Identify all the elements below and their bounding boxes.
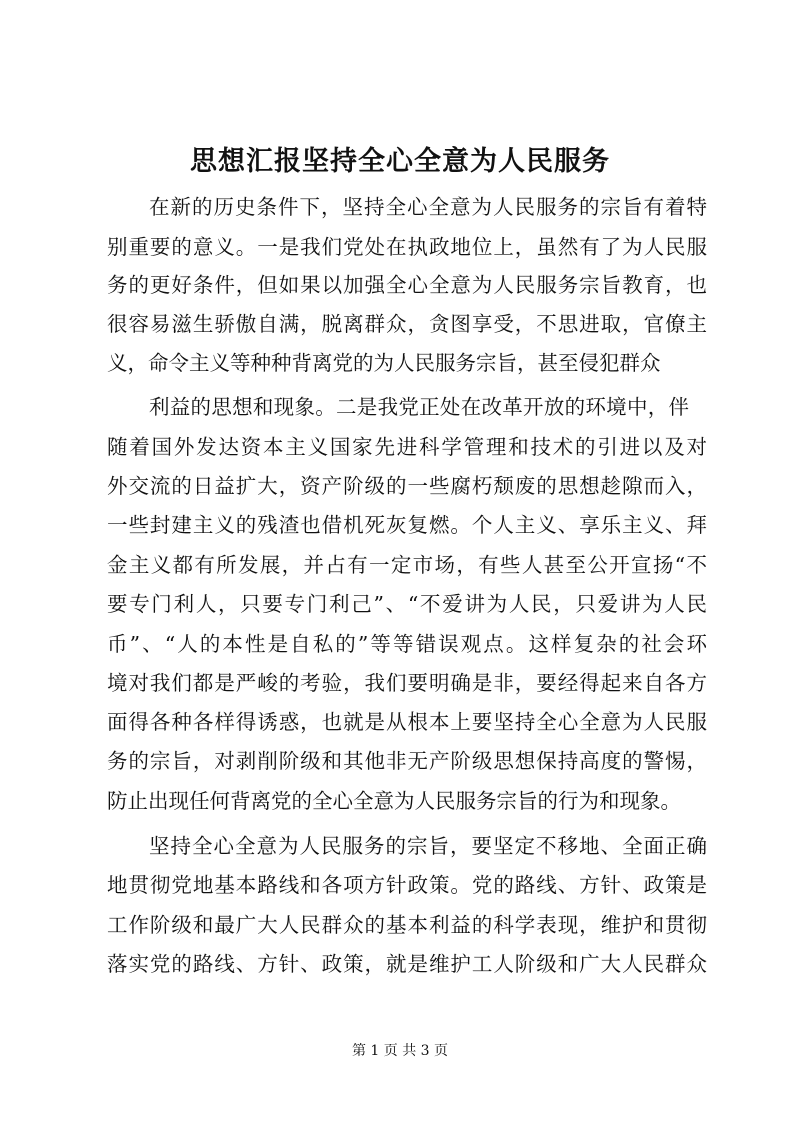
document-title: 思想汇报坚持全心全意为人民服务: [190, 146, 610, 177]
paragraph-line: 地贯彻党地基本路线和各项方针政策。党的路线、方针、政策是: [107, 873, 707, 897]
paragraph-line: 义，命令主义等种种背离党的为人民服务宗旨，甚至侵犯群众: [107, 351, 661, 375]
paragraph-line: 别重要的意义。一是我们党处在执政地位上，虽然有了为人民服: [107, 235, 707, 259]
paragraph-line: 落实党的路线、方针、政策，就是维护工人阶级和广大人民群众: [107, 952, 707, 976]
paragraph-line: 币”、“人的本性是自私的”等等错误观点。这样复杂的社会环: [107, 632, 707, 656]
paragraph-line: 务的更好条件，但如果以加强全心全意为人民服务宗旨教育，也: [107, 273, 707, 297]
paragraph-line: 防止出现任何背离党的全心全意为人民服务宗旨的行为和现象。: [107, 789, 681, 813]
paragraph-line: 利益的思想和现象。二是我党正处在改革开放的环境中，伴: [149, 395, 689, 419]
paragraph-line: 务的宗旨，对剥削阶级和其他非无产阶级思想保持高度的警惕，: [107, 749, 707, 773]
paragraph-line: 随着国外发达资本主义国家先进科学管理和技术的引进以及对: [107, 435, 707, 459]
page-number: 第 1 页 共 3 页: [351, 1043, 449, 1059]
paragraph-line: 坚持全心全意为人民服务的宗旨，要坚定不移地、全面正确: [149, 834, 707, 858]
paragraph-line: 要专门利人，只要专门利己”、“不爱讲为人民，只爱讲为人民: [107, 592, 707, 616]
paragraph-line: 金主义都有所发展，并占有一定市场，有些人甚至公开宣扬“不: [107, 553, 707, 577]
paragraph-line: 一些封建主义的残渣也借机死灰复燃。个人主义、享乐主义、拜: [107, 513, 707, 537]
paragraph-line: 面得各种各样得诱惑，也就是从根本上要坚持全心全意为人民服: [107, 710, 707, 734]
paragraph-line: 很容易滋生骄傲自满，脱离群众，贪图享受，不思进取，官僚主: [107, 312, 707, 336]
paragraph-line: 境对我们都是严峻的考验，我们要明确是非，要经得起来自各方: [107, 671, 707, 695]
paragraph-line: 外交流的日益扩大，资产阶级的一些腐朽颓废的思想趁隙而入，: [107, 474, 707, 498]
paragraph-line: 工作阶级和最广大人民群众的基本利益的科学表现，维护和贯彻: [107, 913, 707, 937]
paragraph-line: 在新的历史条件下，坚持全心全意为人民服务的宗旨有着特: [149, 195, 707, 219]
